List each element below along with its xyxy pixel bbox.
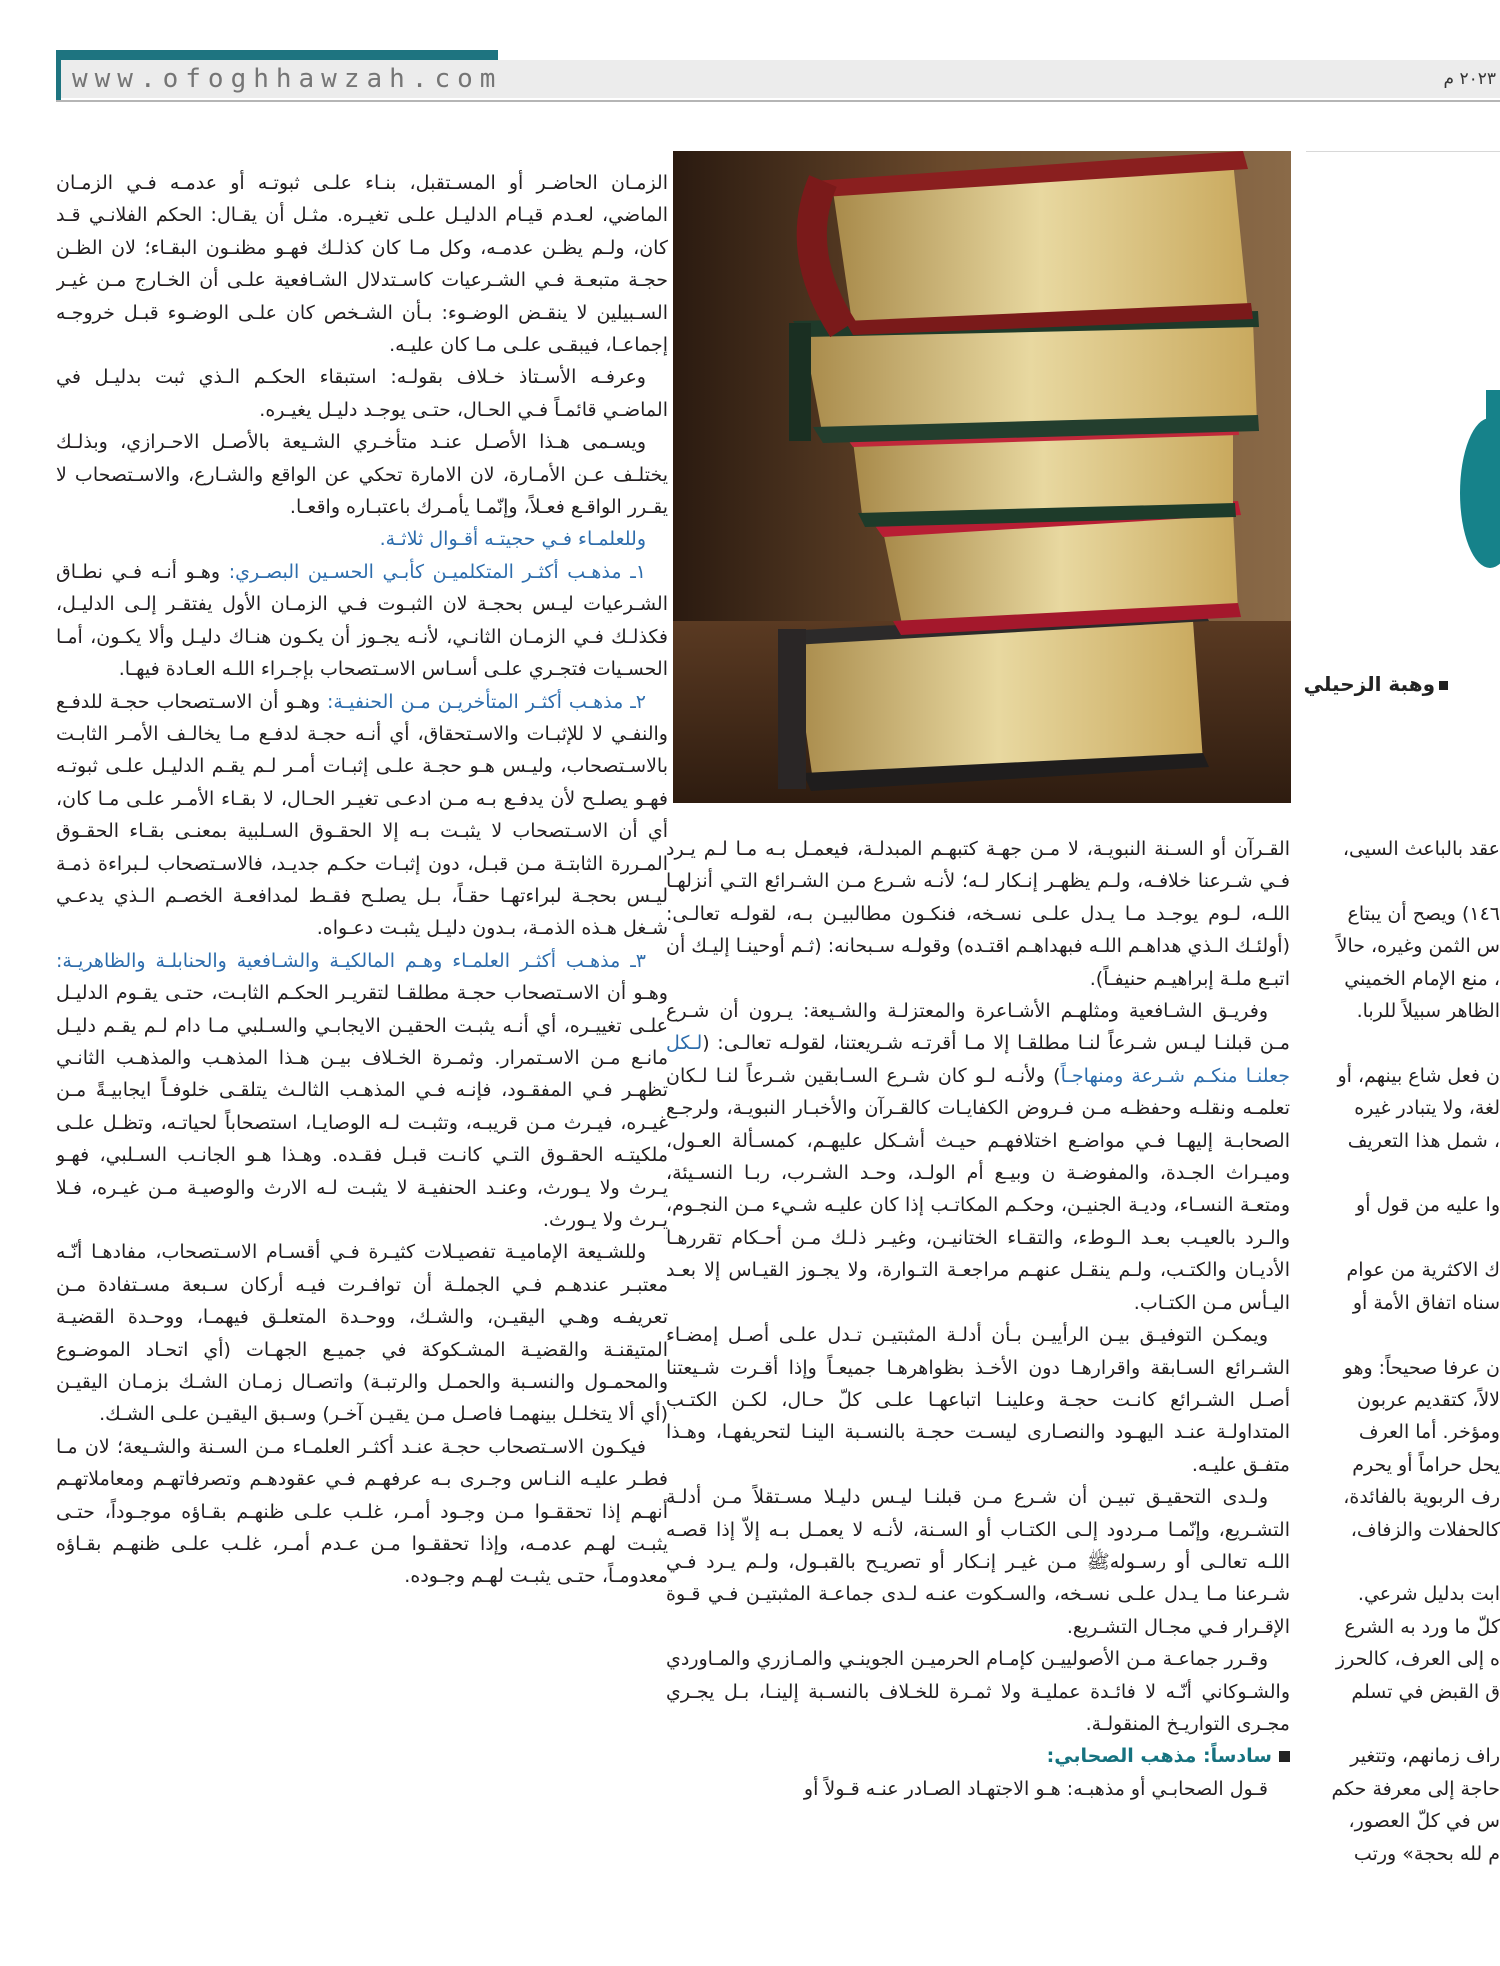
text-line: ه إلى العرف، كالحرز	[1335, 1648, 1500, 1671]
paragraph	[666, 833, 1290, 995]
text-line: ، منع الإمام الخميني	[1344, 967, 1500, 990]
paragraph	[666, 995, 1290, 1319]
author-byline	[1304, 672, 1448, 696]
highlighted-text: ١ـ مذهـب أكثـر المتكلميـن كأبـي الحسـين البصـري:	[220, 560, 646, 583]
text-line: يحل حراماً أو يحرم	[1352, 1453, 1500, 1476]
paragraph	[666, 1319, 1290, 1481]
paragraph	[56, 426, 668, 523]
paragraph	[56, 167, 668, 361]
section-heading-text: سادساً: مذهب الصحابي:	[1046, 1745, 1272, 1768]
paragraph	[666, 1643, 1290, 1740]
paragraph	[56, 945, 668, 1237]
paragraph	[56, 686, 668, 945]
text-line: كالحفلات والزفاف،	[1350, 1518, 1500, 1541]
text-line: ابت بدليل شرعي.	[1357, 1583, 1500, 1606]
text-line: رف الربوية بالفائدة،	[1343, 1486, 1500, 1509]
text-run: فيكـون الاسـتصحاب حجـة عنـد أكثـر العلمـاء مـن السـنة والشـيعة؛ لان مـا فطـر عليـه النـاس وجـرى بـه عرفهـم فـي عقودهـم وتصرفاتهـم ومعاملاتهـم أنهـم إذا تحققـوا مـن وجـود أمـر، غلـب علـى ظنهـم بقـاؤه موجـوداً، حتـى يثبـت لهـم عدمـه، وإذا تحققـوا مـن عـدم أمـر، غلـب علـى ظنهـم بقـاؤه معدومـاً، حتـى يثبـت لهـم وجـوده.	[56, 1435, 668, 1588]
issue-date: ۲۰۲۳ م	[1443, 69, 1496, 89]
text-run: وللشـيعة الإماميـة تفصيـلات كثيـرة فـي أقسـام الاسـتصحاب، مفادهـا أنّـه معتبـر عندهـم فـي الجملـة أن توافـرت فيـه أركان سـبعة مسـتفادة مـن تعريفـه وهـي اليقيـن، والشـك، ووحـدة المتعلـق فيهمـا، ووحـدة القضيـة المتيقنـة والقضيـة المشـكوكة في جميـع الجهـات (أي اتحـاد الموضـوع والمحمـول والنسـبة والحمـل والرتبـة) واتصـال زمـان الشـك بزمـان اليقيـن (أي ألا يتخلـل بينهمـا فاصـل مـن يقيـن آخـر) وسـبق اليقيـن علـى الشـك.	[56, 1241, 668, 1426]
paragraph	[56, 556, 668, 686]
text-line	[1312, 1222, 1500, 1254]
paragraph	[666, 1481, 1290, 1643]
paragraph	[56, 1236, 668, 1430]
text-run: وهـو أن الاسـتصحاب حجـة مطلقـا لتقريـر الحكـم الثابـت، حتـى يقـوم الدليـل علـى تغييـره، أي أنـه يثبـت الحقيـن الايجابـي والسـلبي مـا دام لـم يقـم دليـل مانـع مـن الاسـتمرار. وثمـرة الخـلاف بيـن هـذا المذهـب والمذهـب الثانـي تظهـر فـي المفقـود، فإنـه فـي المذهـب الثالـث يتلقـى خلوفـاً ايجابيـةً مـن غيـره، فيـرث مـن قريبـه، وتثبـت لـه الوصايـا، استصحاباً لحياتـه، وتظـل علـى ملكيتـه الحقـوق التـي كانـت قبـل فقـده. وهـذا هـو الجانـب السـلبي، فهـو يـرث ولا يـورث، وعنـد الحنفيـة لا يثبـت لـه الارث والوصيـة مـن غيـره، فـلا يـرث ولا يـورث.	[56, 982, 668, 1231]
author-name: وهبة الزحيلي	[1303, 672, 1435, 696]
text-line	[1312, 1319, 1500, 1351]
text-line: ك الاكثرية من عوام	[1346, 1259, 1500, 1282]
text-line: ومؤخر. أما العرف	[1358, 1421, 1500, 1444]
paragraph	[56, 361, 668, 426]
paragraph	[56, 1431, 668, 1593]
text-line: س في كلّ العصور،	[1348, 1810, 1500, 1833]
text-run: ويسـمى هـذا الأصـل عنـد متأخـري الشـيعة بالأصـل الاحـرازي، وبذلـك يختلـف عـن الأمـارة، لان الامارة تحكي عن الواقع والشـارع، والاسـتصحاب لا يقـرر الواقـع فعـلاً، وإنّمـا يأمـرك باعتبـاره واقعـا.	[56, 431, 668, 519]
header-rule	[56, 100, 1500, 102]
text-line	[1312, 865, 1500, 897]
stacked-books-photo	[673, 151, 1291, 803]
bottom-book	[778, 609, 1209, 791]
bullet-square-icon	[1279, 1751, 1290, 1762]
section-heading	[666, 1740, 1290, 1772]
text-line: ١٤٦) ويصح أن يبتاع	[1347, 902, 1500, 925]
text-line: م لله بحجة» ورتب	[1353, 1842, 1500, 1865]
text-line: كلّ ما ورد به الشرع	[1344, 1615, 1500, 1638]
text-line: سناه اتفاق الأمة أو	[1352, 1291, 1500, 1314]
text-run: وهـو أنـه فـي نطـاق الشـرعيات ليـس بحجـة لان الثبـوت فـي الزمـان الأول يفتقـر إلـى الدليـل، فكذلـك فـي الزمـان الثانـي، لأنـه يجـوز أن يكـون هنـاك دليـل وألا يكـون، أمـا الحسـيات فتجـري علـى أسـاس الاسـتصحاب بإجـراء اللـه العـادة فيهـا.	[56, 560, 668, 681]
text-run: قـول الصحابـي أو مذهبـه: هـو الاجتهـاد الصـادر عنـه قـولاً أو	[803, 1777, 1268, 1800]
paragraph	[56, 523, 668, 555]
highlighted-text: وللعلمـاء فـي حجيتـه أقـوال ثلاثـة.	[379, 528, 646, 551]
text-line: ن عرفا صحيحاً: وهو	[1343, 1356, 1500, 1379]
title-glyph-fragment	[1460, 418, 1500, 568]
text-line	[1312, 1708, 1500, 1740]
text-line: الظاهر سبيلاً للربا.	[1356, 1000, 1500, 1023]
top-red-book	[812, 151, 1253, 335]
article-column-right-fragment	[1312, 833, 1500, 1966]
text-run: وقـرر جماعـة مـن الأصولييـن كإمـام الحرميـن الجوينـي والمـازري والمـاوردي والشـوكاني أنّـه لا فائـدة عمليـة ولا ثمـرة للخـلاف بالنسـبة إلينـا، بـل يجـري مجـرى التواريـخ المنقولـة.	[666, 1648, 1290, 1735]
text-line: ن فعل شاع بينهم، أو	[1337, 1064, 1500, 1087]
text-line: عقد بالباعث السيى،	[1342, 838, 1500, 860]
paragraph	[666, 1773, 1290, 1805]
text-line: لغة، ولا يتبادر غيره	[1354, 1097, 1500, 1120]
text-run: وهـو أن الاسـتصحاب حجـة للدفـع والنفـي لا للإثبـات والاسـتحقاق، أي أنـه حجـة لدفـع مـا يخالـف الأمـر الثابـت بالاسـتصحاب، وليـس هـو حجـة علـى إثبـات أمـر لـم يقـم الدليـل علـى ثبوتـه فهـو يصلـح لأن يدفـع بـه مـن ادعـى تغيـر الحـال، لا بقـاء الأمـر علـى مـا كان، أي أن الاسـتصحاب لا يثبـت بـه إلا الحقـوق السـلبية بمعنـى بقـاء الحقـوق المـررة الثابتـة مـن قبـل، دون إثبـات حكـم جديـد، فالاسـتصحاب لـبراءة ذمـة ليـس بحجـة لبراءتهـا حقـاً، بـل يصلـح فقـط لمدافعـة الخصـم الـذي يدعـي شـغل هـذه الذمـة، بـدون دليـل يثبـت دعـواه.	[56, 690, 668, 940]
text-line	[1312, 1546, 1500, 1578]
article-column-left	[56, 167, 668, 1966]
text-run: ويمكـن التوفيـق بيـن الرأييـن بـأن أدلـة المثبتيـن تـدل علـى أصـل إمضـاء الشـرائع السـابقة واقرارهـا دون الأخـذ بظواهرهـا جميعـاً وإذا أقـرت شـيعتنا أصـل الشـرائع كانـت حجـة وعلينـا اتباعهـا علـى كلّ حـال، لكـن الكتـب المتداولـة عنـد اليهـود والنصـارى ليسـت حجـة بالنسـبة الينـا لتحريفهـا، وهـذا متفـق عليـه.	[666, 1324, 1290, 1476]
text-line: وا عليه من قول أو	[1356, 1194, 1500, 1217]
bullet-square-icon	[1439, 681, 1448, 690]
text-line	[1312, 1027, 1500, 1059]
highlighted-text: ٢ـ مذهـب أكثـر المتأخريـن مـن الحنفيـة:	[320, 690, 647, 713]
text-run: ولـدى التحقيـق تبيـن أن شـرع مـن قبلنـا ليـس دليـلا مسـتقلاً مـن أدلـة التشـريع، وإنّمـا مـردود إلـى الكتـاب أو السـنة، لأنـه لا يعمـل بـه إلاّ إذا قصـه اللـه تعالـى أو رسـولهﷺ مـن غيـر إنـكار أو تصريـح بالقبـول، ولـم يـرد فـي شـرعنا مـا يـدل علـى نسـخه، والسـكوت عنـه لـدى جماعـة المثبتيـن فـي قـوة الإقـرار فـي مجـال التشـريع.	[666, 1486, 1290, 1638]
text-run: وفريـق الشـافعية ومثلهـم الأشـاعرة والمعتزلـة والشـيعة: يـرون أن شـرع مـن قبلنـا ليـس شـرعاً لنـا مطلقـا إلا مـا أقرتـه شـريعتنا، لقولـه تعالـى: (	[666, 1000, 1290, 1055]
right-column-rule	[1306, 151, 1500, 152]
text-line: ق القبض في تسلم	[1351, 1680, 1500, 1703]
highlighted-text: لـكل جعلنـا منكـم شـرعة ومنهاجـاً	[666, 1032, 1290, 1087]
text-run: الزمـان الحاضـر أو المسـتقبل، بنـاء علـى ثبوتـه أو عدمـه فـي الزمـان الماضي، لعـدم قيـام الدليـل علـى تغيـره. مثـل أن يقـال: الحكم الفلانـي قـد كان، ولـم يظـن عدمـه، وكل مـا كان كذلـك فهـو مظنـون البقـاء؛ لان الظـن حجـة متبعـة فـي الشـرعيات كاسـتدلال الشـافعية علـى أن الخـارج مـن غيـر السـبيلين لا ينقـض الوضـوء: بـأن الشـخص كان علـى الوضـوء قبـل خروجـه إجماعـا، فيبقـى علـى مـا كان عليـه.	[56, 172, 668, 357]
header-accent-edge	[56, 50, 61, 102]
highlighted-text: ٣ـ مذهـب أكثـر العلمـاء وهـم المالكيـة والشـافعية والحنابلـة والظاهريـة:	[56, 949, 646, 972]
text-run: ) ولأنـه لـو كان شـرع السـابقين شـرعاً لنـا لـكان تعلمـه ونقلـه وحفظـه مـن فـروض الكفايـات كالقـرآن والأخبـار النبويـة، ولرجـع الصحابـة إليهـا فـي مواضـع اختلافهـم حيـث أشـكل عليهـم، كمسـألة العـول، وميـراث الجـدة، والمفوضـة ن وبيـع أم الولـد، وحـد الشـرب، ربـا النسـيئة، ومتعـة النسـاء، وديـة الجنيـن، وحكـم المكاتـب إذا كان عليـه شـيء مـن النجـوم، والـرد بالعيـب بعـد الـوطء، والتقـاء الختانيـن، وغيـر ذلـك مـن أحـكام تقررهـا الأديـان والكتـب، ولـم ينقـل عنهـم مراجعـة التـوارة، ولا يجـوز القيـاس إلا بعـد اليـأس مـن الكتـاب.	[666, 1064, 1290, 1314]
text-run: وعرفـه الأسـتاذ خـلاف بقولـه: استبقاء الحكـم الـذي ثبت بدليـل في الماضـي قائمـاً فـي الحـال، حتـى يوجـد دليـل يغيـره.	[56, 366, 668, 421]
site-url[interactable]: www.ofoghhawzah.com	[72, 64, 503, 94]
text-line: س الثمن وغيره، حالاً	[1336, 935, 1500, 958]
text-line: راف زمانهم، وتتغير	[1350, 1745, 1500, 1768]
text-line: لالاً، كتقديم عربون	[1356, 1388, 1500, 1411]
text-line	[1312, 1157, 1500, 1189]
text-line: حاجة إلى معرفة حكم	[1331, 1777, 1500, 1800]
text-line: ، شمل هذا التعريف	[1347, 1129, 1500, 1152]
text-run: القـرآن أو السـنة النبويـة، لا مـن جهـة كتبهـم المبدلـة، فيعمـل بـه مـا لـم يـرد فـي شـرعنا خلافـه، ولـم يظهـر إنـكار لـه؛ لأنـه شـرع مـن الشـرائع التـي أنزلهـا اللـه، لـوم يوجـد مـا يـدل علـى نسـخه، فنكـون مطالبيـن بـه، لقولـه تعالـى: (أولئـك الـذي هداهـم اللـه فبهداهـم اقتـده) وقولـه سـبحانه: (ثـم أوحينـا إليـك أن اتبـع ملـة إبراهيـم حنيفـاً).	[666, 838, 1290, 990]
article-column-middle	[666, 833, 1290, 1966]
header-accent-tab	[56, 50, 498, 60]
